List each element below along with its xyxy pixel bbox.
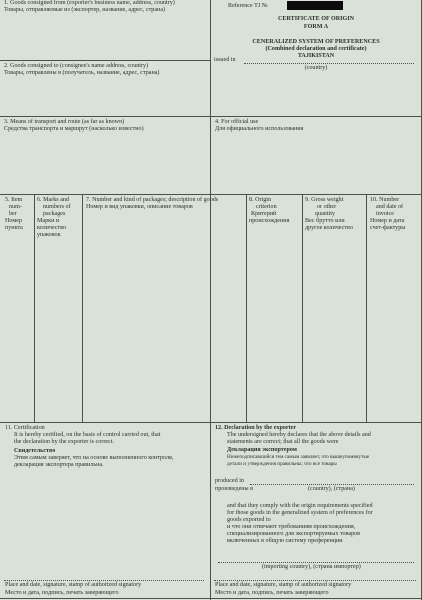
col-marks-header — [37, 197, 71, 240]
col-item-line-5: пункта — [5, 225, 23, 232]
box2-label-en: 2. Goods consigned to (consignee's name address, country) — [4, 63, 149, 69]
decl-p2-ru-3: включенных в общую систему преференции — [227, 538, 343, 544]
importing-country-line — [218, 562, 414, 563]
col-item-line-2: num- — [9, 204, 22, 211]
reference-label: Reference TJ № — [228, 3, 268, 9]
col-weight-line-4: Вес брутто или — [305, 218, 345, 225]
col-invoice-header — [370, 197, 405, 232]
decl-p2-en-3: goods exported to — [227, 517, 271, 523]
divider-box1-box2 — [0, 60, 210, 61]
cert-footer-en: Place and date, signature, stamp of authorized signatory — [5, 582, 142, 588]
decl-p2-en-2: for those goods in the generalized system of preferences for — [227, 510, 373, 516]
col-sep-1 — [34, 194, 35, 422]
country-label: (country) — [304, 65, 328, 71]
decl-text-ru-1: Нижеподписавшийся тем самым заявляет, что вышеупомянутые — [227, 454, 370, 460]
decl-p2-en-1: and that they comply with the origin requirements specified — [227, 503, 373, 509]
country-value: TAJIKISTAN — [297, 53, 335, 59]
box4-label-en: 4. For official use — [215, 119, 259, 125]
col-item-header — [5, 197, 23, 232]
col-sep-5 — [366, 194, 367, 422]
reference-number-redaction — [287, 1, 343, 10]
col-weight-header — [305, 197, 353, 232]
country-caption: (country), (страна) — [308, 486, 355, 492]
box3-label-en: 3. Means of transport and route (as far as known) — [4, 119, 125, 125]
decl-text-en-2: statements are correct; that all the goods were — [227, 439, 339, 445]
col-marks-line-6: упаковок — [37, 232, 61, 239]
divider-columns — [0, 194, 422, 195]
cert-text-ru-2: декларация экспортера правильна. — [14, 462, 104, 468]
col-origin-line-1: 8. Origin — [249, 197, 272, 203]
col-invoice-line-4: Номер и дата — [370, 218, 405, 225]
decl-p2-ru-1: и что они отвечают требованиям происхождения, — [227, 524, 356, 530]
produced-in-line — [250, 484, 414, 485]
decl-footer-en: Place and date, signature, stamp of authorized signatory — [215, 582, 352, 588]
issued-in-line — [244, 63, 414, 64]
col-description-header — [86, 197, 218, 211]
col-invoice-line-1: 10. Number — [370, 197, 400, 203]
certificate-title: CERTIFICATE OF ORIGIN — [278, 16, 354, 22]
produced-in-label: produced in — [215, 478, 244, 484]
col-origin-line-3: Критерий — [251, 211, 277, 218]
col-weight-line-5: другое количество — [305, 225, 353, 232]
box1-label-en: 1. Goods consigned from (exporter's business name, address, country) — [4, 0, 175, 6]
col-marks-line-5: количество — [37, 225, 67, 232]
box3-label-ru: Средства транспорта и маршрут (насколько известно) — [4, 126, 144, 132]
decl-p2-ru-2: специализированного для экспортируемых товаров — [227, 531, 361, 537]
col-invoice-line-5: счет-фактуры — [370, 225, 406, 232]
center-divider-top — [210, 0, 211, 600]
produced-in-label-ru: произведены в — [215, 486, 254, 492]
bottom-border — [0, 598, 422, 599]
cert-text-en-1: It is hereby certified, on the basis of control carried out, that — [14, 432, 161, 438]
col-marks-line-1: 6. Marks and — [37, 197, 69, 203]
col-item-line-1: 5. Item — [5, 197, 23, 203]
col-origin-header — [249, 197, 289, 225]
col-sep-2 — [82, 194, 83, 422]
cert-footer-ru: Место и дата, подпись, печать заверяющего — [5, 590, 119, 596]
decl-text-en-1: The undersigned hereby declares that the above details and — [227, 432, 371, 438]
col-invoice-line-3: invoice — [376, 211, 394, 218]
scheme-title: CENERALIZED SYSTEM OF PREFERENCES — [252, 39, 380, 45]
col-origin-line-2: criterion — [256, 204, 277, 211]
cert-text-ru-1: Этим самым заверяет, что на основе выполненного контроля, — [14, 455, 174, 461]
col-item-line-3: ber — [9, 211, 17, 218]
decl-signature-line — [214, 580, 416, 581]
form-title: FORM A — [303, 24, 329, 30]
decl-footer-ru: Место и дата, подпись, печать заверяющего — [215, 590, 329, 596]
col-item-line-4: Номер — [5, 218, 22, 225]
divider-cert — [0, 422, 422, 423]
col-origin-line-4: происхождения — [249, 218, 290, 225]
col-sep-4 — [302, 194, 303, 422]
decl-heading: 12. Declaration by the exporter — [215, 425, 297, 431]
col-marks-line-3: packages — [43, 211, 66, 218]
col-weight-line-1: 9. Gross weight — [305, 197, 344, 203]
box4-label-ru: Для официального использования — [215, 126, 304, 132]
col-weight-line-3: quantity — [315, 211, 335, 218]
col-marks-line-4: Марки и — [37, 218, 60, 225]
cert-text-en-2: the declaration by the exporter is correct. — [14, 439, 114, 445]
divider-box3 — [0, 116, 422, 117]
box1-label-ru: Товары, отправляемые из (экспортер, название, адрес, страна) — [4, 7, 166, 13]
decl-text-ru-2: детали и утверждения правильны; что все товары — [227, 461, 337, 467]
col-invoice-line-2: and date of — [376, 204, 404, 211]
scheme-subtitle: (Combined declaration and certificate) — [265, 46, 367, 52]
cert-heading: 11. Certification — [5, 425, 45, 431]
importing-country-caption: (importing country), (страна импортер) — [262, 564, 361, 570]
issued-in-label: issued in — [214, 57, 236, 63]
cert-signature-line — [4, 580, 204, 581]
col-desc-line-2: Номер и вид упаковки, описание товаров — [86, 204, 193, 211]
col-desc-line-1: 7. Number and kind of packages; description of goods — [86, 197, 219, 203]
col-marks-line-2: numbers of — [43, 204, 71, 211]
cert-heading-ru: Свидетельство — [14, 448, 56, 454]
decl-heading-ru: Декларация экспортером — [227, 447, 297, 453]
col-weight-line-2: or other — [317, 204, 337, 211]
col-sep-3 — [246, 194, 247, 422]
box2-label-ru: Товары, отправлены в (получатель, название, адрес, страна) — [4, 70, 160, 76]
